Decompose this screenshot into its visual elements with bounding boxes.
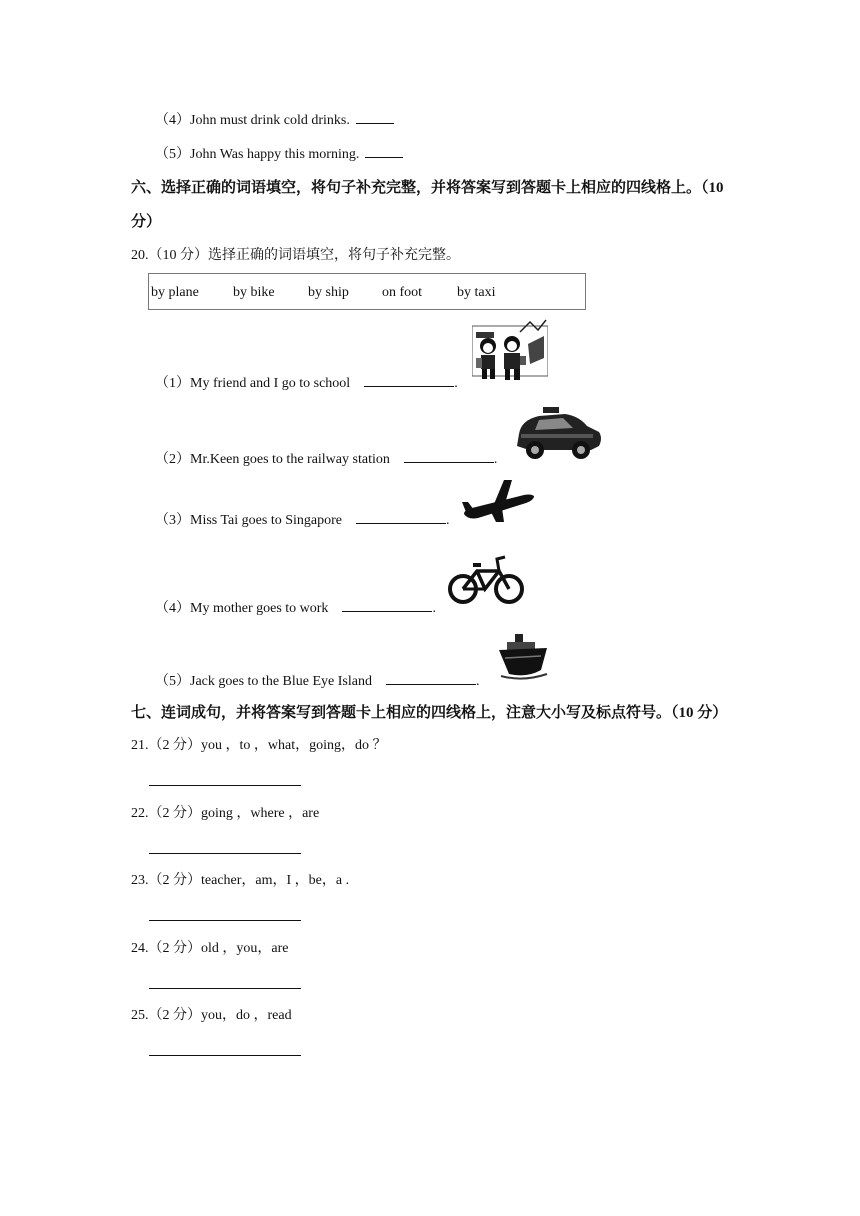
q20-item-4 [155, 599, 436, 619]
item-end: . [454, 376, 458, 391]
q24-prompt: 24.（2 分）old ，you，are [131, 941, 289, 956]
q19-item-5 [155, 145, 403, 165]
taxi-icon [513, 404, 603, 462]
q22-prompt: 22.（2 分）going ，where ，are [131, 806, 320, 821]
item-number: （3） [155, 513, 190, 528]
answer-blank[interactable] [356, 511, 446, 524]
item-number: （1） [155, 376, 190, 391]
item-end: . [445, 513, 450, 528]
word-option-by-ship: by ship [308, 285, 349, 300]
word-option-by-taxi: by taxi [457, 285, 496, 300]
q23-prompt: 23.（2 分）teacher，am，I ，be，a . [131, 873, 350, 888]
answer-blank[interactable] [364, 374, 454, 387]
q24-answer-line[interactable] [149, 988, 301, 989]
q20-item-3 [155, 511, 449, 531]
section7-title: 七、连词成句，并将答案写到答题卡上相应的四线格上，注意大小写及标点符号。（10 分） [131, 705, 728, 721]
item-text: John Was happy this morning. [190, 147, 360, 162]
section6-title-line2: 分） [131, 214, 162, 230]
answer-blank[interactable] [365, 145, 403, 158]
item-text: My mother goes to work [190, 601, 329, 616]
item-end: . [475, 674, 480, 689]
answer-blank[interactable] [404, 450, 494, 463]
answer-blank[interactable] [342, 599, 432, 612]
q25-answer-line[interactable] [149, 1055, 301, 1056]
q21-prompt: 21.（2 分）you ，to ，what，going，do ？ [131, 738, 387, 753]
q20-item-2 [155, 450, 497, 470]
word-option-by-plane: by plane [151, 285, 199, 300]
q20-item-1 [155, 374, 458, 394]
walking-children-icon [472, 318, 548, 384]
ship-icon [497, 630, 549, 682]
answer-blank[interactable] [386, 672, 476, 685]
item-number: （5） [155, 147, 190, 162]
item-text: John must drink cold drinks. [190, 113, 350, 128]
q19-item-4 [155, 111, 394, 131]
airplane-icon [460, 476, 536, 524]
q22-answer-line[interactable] [149, 853, 301, 854]
answer-blank[interactable] [356, 111, 394, 124]
item-text: Miss Tai goes to Singapore [190, 513, 342, 528]
word-bank-box [148, 273, 586, 310]
item-end: . [493, 452, 498, 467]
item-number: （5） [155, 674, 190, 689]
q23-answer-line[interactable] [149, 920, 301, 921]
item-text: My friend and I go to school [190, 376, 351, 391]
item-end: . [432, 601, 436, 616]
word-option-on-foot: on foot [382, 285, 423, 300]
item-text: Jack goes to the Blue Eye Island [190, 674, 372, 689]
section6-title-line1: 六、选择正确的词语填空，将句子补充完整，并将答案写到答题卡上相应的四线格上。（10 [131, 180, 724, 196]
q20-header: 20.（10 分）选择正确的词语填空，将句子补充完整。 [131, 248, 460, 263]
item-number: （4） [155, 113, 190, 128]
bicycle-icon [447, 553, 525, 607]
item-number: （4） [155, 601, 190, 616]
q25-prompt: 25.（2 分）you，do ，read [131, 1008, 292, 1023]
q21-answer-line[interactable] [149, 785, 301, 786]
item-number: （2） [155, 452, 190, 467]
item-text: Mr.Keen goes to the railway station [190, 452, 390, 467]
q20-item-5 [155, 672, 479, 692]
word-option-by-bike: by bike [233, 285, 275, 300]
